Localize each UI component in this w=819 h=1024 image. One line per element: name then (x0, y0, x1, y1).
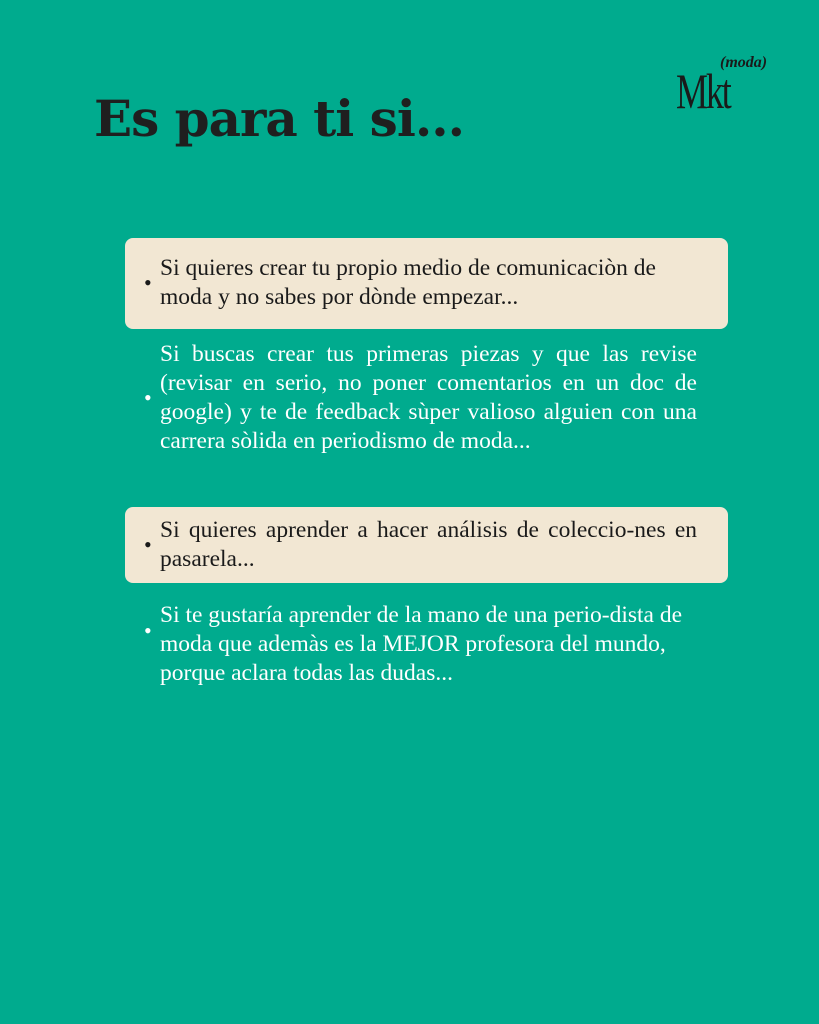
logo-superscript: (moda) (720, 54, 768, 71)
list-item-text: Si quieres aprender a hacer análisis de coleccio-nes en pasarela... (160, 517, 697, 572)
list-item: • Si quieres crear tu propio medio de comunicaciòn de moda y no sabes por dònde empezar... (125, 238, 728, 329)
list-item: • Si te gustaría aprender de la mano de una perio-dista de moda que ademàs es la MEJOR profesora del mundo, porque aclara todas las dudas... (125, 601, 728, 688)
logo-wordmark: Mkt (676, 63, 730, 119)
list-item-text: Si te gustaría aprender de la mano de una perio-dista de moda que ademàs es la MEJOR profesora del mundo, porque aclara todas las dudas... (160, 602, 683, 686)
list-item: • Si quieres aprender a hacer análisis de coleccio-nes en pasarela... (125, 507, 728, 583)
brand-logo (676, 52, 786, 122)
list-item: • Si buscas crear tus primeras piezas y que las revise (revisar en serio, no poner comentarios en un doc de google) y te de feedback sùper valioso alguien con una carrera sòlida en periodismo de moda... (144, 341, 697, 454)
list-item-text: Si buscas crear tus primeras piezas y que las revise (revisar en serio, no poner comentarios en un doc de google) y te de feedback sùper valioso alguien con una carrera sòlida en periodismo de moda... (160, 341, 697, 454)
page-title: Es para ti si... (94, 89, 465, 148)
list-item-text: Si quieres crear tu propio medio de comunicaciòn de moda y no sabes por dònde empezar... (160, 255, 656, 310)
